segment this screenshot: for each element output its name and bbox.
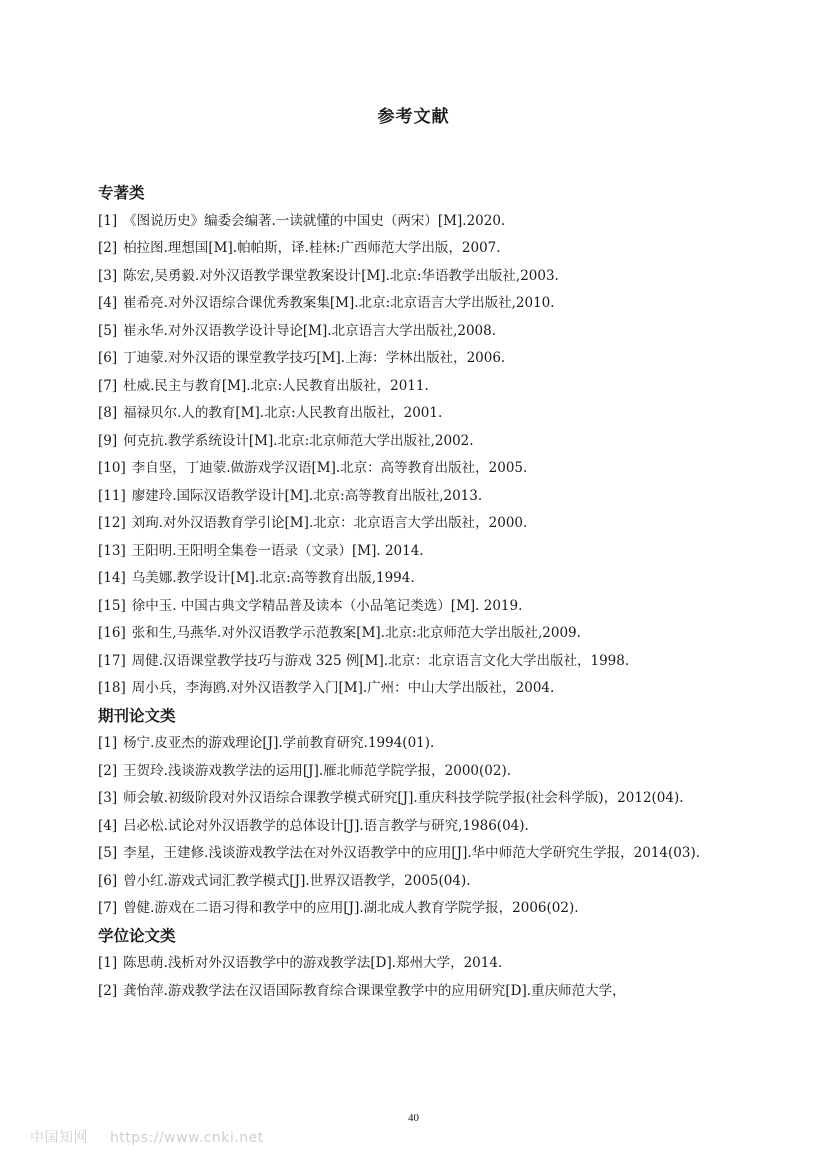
reference-entry	[98, 455, 758, 483]
reference-text: 陈宏,吴勇毅.对外汉语教学课堂教案设计[M].北京:华语教学出版社,2003.	[123, 267, 559, 284]
reference-entry	[98, 648, 758, 676]
reference-entry	[98, 318, 758, 346]
reference-number: [15]	[98, 597, 126, 614]
reference-number: [12]	[98, 515, 126, 531]
reference-text: 张和生,马燕华.对外汉语教学示范教案[M].北京:北京师范大学出版社,2009.	[131, 625, 581, 641]
reference-number: [9]	[98, 432, 118, 449]
reference-number: [4]	[98, 817, 118, 834]
reference-entry	[98, 483, 758, 511]
reference-entry	[98, 263, 758, 291]
reference-text: 崔希亮.对外汉语综合课优秀教案集[M].北京:北京语言大学出版社,2010.	[123, 295, 555, 311]
reference-number: [1]	[98, 212, 118, 229]
reference-number: [6]	[98, 872, 118, 889]
reference-entry	[98, 538, 758, 566]
reference-text: 杨宁.皮亚杰的游戏理论[J].学前教育研究.1994(01).	[123, 735, 435, 751]
reference-text: 徐中玉. 中国古典文学精品普及读本（小品笔记类选）[M]. 2019.	[131, 597, 523, 614]
reference-entry	[98, 620, 758, 648]
watermark-url: https://www.cnki.net	[110, 1130, 264, 1146]
reference-entry	[98, 400, 758, 428]
reference-number: [13]	[98, 542, 126, 559]
watermark-brand: 中国知网	[30, 1130, 88, 1146]
reference-entry	[98, 290, 758, 318]
reference-entry	[98, 675, 758, 703]
reference-number: [4]	[98, 295, 118, 311]
reference-text: 曾小红.游戏式词汇教学模式[J].世界汉语教学，2005(04).	[123, 872, 471, 889]
reference-text: 周小兵，李海鸥.对外汉语教学入门[M].广州：中山大学出版社，2004.	[131, 680, 555, 696]
reference-list	[98, 180, 758, 1005]
reference-text: 李星，王建修.浅谈游戏教学法在对外汉语教学中的应用[J].华中师范大学研究生学报，2014(03).	[123, 845, 701, 861]
page-title: 参考文献	[377, 107, 450, 127]
reference-entry	[98, 428, 758, 456]
reference-entry	[98, 235, 758, 263]
reference-entry	[98, 565, 758, 593]
reference-number: [3]	[98, 267, 118, 284]
reference-text: 龚怡萍.游戏教学法在汉语国际教育综合课课堂教学中的应用研究[D].重庆师范大学，	[123, 982, 626, 999]
reference-number: [5]	[98, 845, 118, 861]
reference-entry	[98, 840, 758, 868]
section-heading: 期刊论文类	[98, 706, 176, 725]
reference-text: 柏拉图.理想国[M].帕帕斯，译.桂林:广西师范大学出版，2007.	[123, 240, 501, 256]
reference-number: [18]	[98, 680, 126, 696]
reference-number: [8]	[98, 405, 118, 421]
reference-text: 师会敏.初级阶段对外汉语综合课教学模式研究[J].重庆科技学院学报(社会科学版)，2012(04).	[123, 790, 684, 806]
reference-text: 吕必松.试论对外汉语教学的总体设计[J].语言教学与研究,1986(04).	[123, 817, 529, 834]
reference-number: [5]	[98, 322, 118, 339]
reference-number: [7]	[98, 377, 118, 394]
reference-number: [2]	[98, 762, 118, 779]
reference-number: [6]	[98, 350, 118, 366]
reference-text: 乌美娜.教学设计[M].北京:高等教育出版,1994.	[131, 570, 415, 586]
reference-number: [1]	[98, 955, 118, 971]
reference-number: [14]	[98, 570, 126, 586]
reference-number: [16]	[98, 625, 126, 641]
page-number: 40	[408, 1112, 419, 1124]
reference-number: [2]	[98, 982, 118, 999]
reference-text: 曾健.游戏在二语习得和教学中的应用[J].湖北成人教育学院学报，2006(02).	[123, 900, 579, 916]
section-heading: 学位论文类	[98, 926, 176, 945]
reference-text: 王阳明.王阳明全集卷一语录（文录）[M]. 2014.	[131, 542, 424, 559]
reference-entry	[98, 373, 758, 401]
reference-text: 丁迪蒙.对外汉语的课堂教学技巧[M].上海：学林出版社，2006.	[123, 350, 506, 366]
reference-text: 廖建玲.国际汉语教学设计[M].北京:高等教育出版社,2013.	[131, 487, 483, 504]
reference-text: 李自坚，丁迪蒙.做游戏学汉语[M].北京：高等教育出版社，2005.	[131, 460, 528, 476]
reference-number: [7]	[98, 900, 118, 916]
reference-text: 何克抗.教学系统设计[M].北京:北京师范大学出版社,2002.	[123, 432, 474, 449]
reference-entry	[98, 868, 758, 896]
reference-entry	[98, 593, 758, 621]
reference-number: [1]	[98, 735, 118, 751]
reference-text: 崔永华.对外汉语教学设计导论[M].北京语言大学出版社,2008.	[123, 322, 497, 339]
reference-entry	[98, 510, 758, 538]
reference-number: [17]	[98, 652, 126, 669]
reference-entry	[98, 895, 758, 923]
reference-text: 陈思萌.浅析对外汉语教学中的游戏教学法[D].郑州大学，2014.	[123, 955, 503, 971]
reference-entry	[98, 813, 758, 841]
reference-text: 周健.汉语课堂教学技巧与游戏 325 例[M].北京：北京语言文化大学出版社，1998.	[131, 652, 630, 669]
section-heading: 专著类	[98, 184, 145, 202]
reference-entry	[98, 950, 758, 978]
reference-text: 福禄贝尔.人的教育[M].北京:人民教育出版社，2001.	[123, 405, 443, 421]
reference-entry	[98, 758, 758, 786]
reference-text: 《图说历史》编委会编著.一读就懂的中国史（两宋）[M].2020.	[123, 212, 506, 229]
reference-number: [3]	[98, 790, 118, 806]
reference-entry	[98, 345, 758, 373]
reference-text: 杜威.民主与教育[M].北京:人民教育出版社，2011.	[123, 377, 429, 394]
reference-text: 刘珣.对外汉语教育学引论[M].北京：北京语言大学出版社，2000.	[131, 515, 528, 531]
cnki-watermark[interactable]	[30, 1127, 286, 1147]
reference-entry	[98, 730, 758, 758]
reference-entry	[98, 208, 758, 236]
reference-number: [10]	[98, 460, 126, 476]
reference-number: [2]	[98, 240, 118, 256]
reference-text: 王贺玲.浅谈游戏教学法的运用[J].雁北师范学院学报，2000(02).	[123, 762, 512, 779]
reference-number: [11]	[98, 487, 126, 504]
reference-entry	[98, 785, 758, 813]
reference-entry	[98, 978, 758, 1006]
